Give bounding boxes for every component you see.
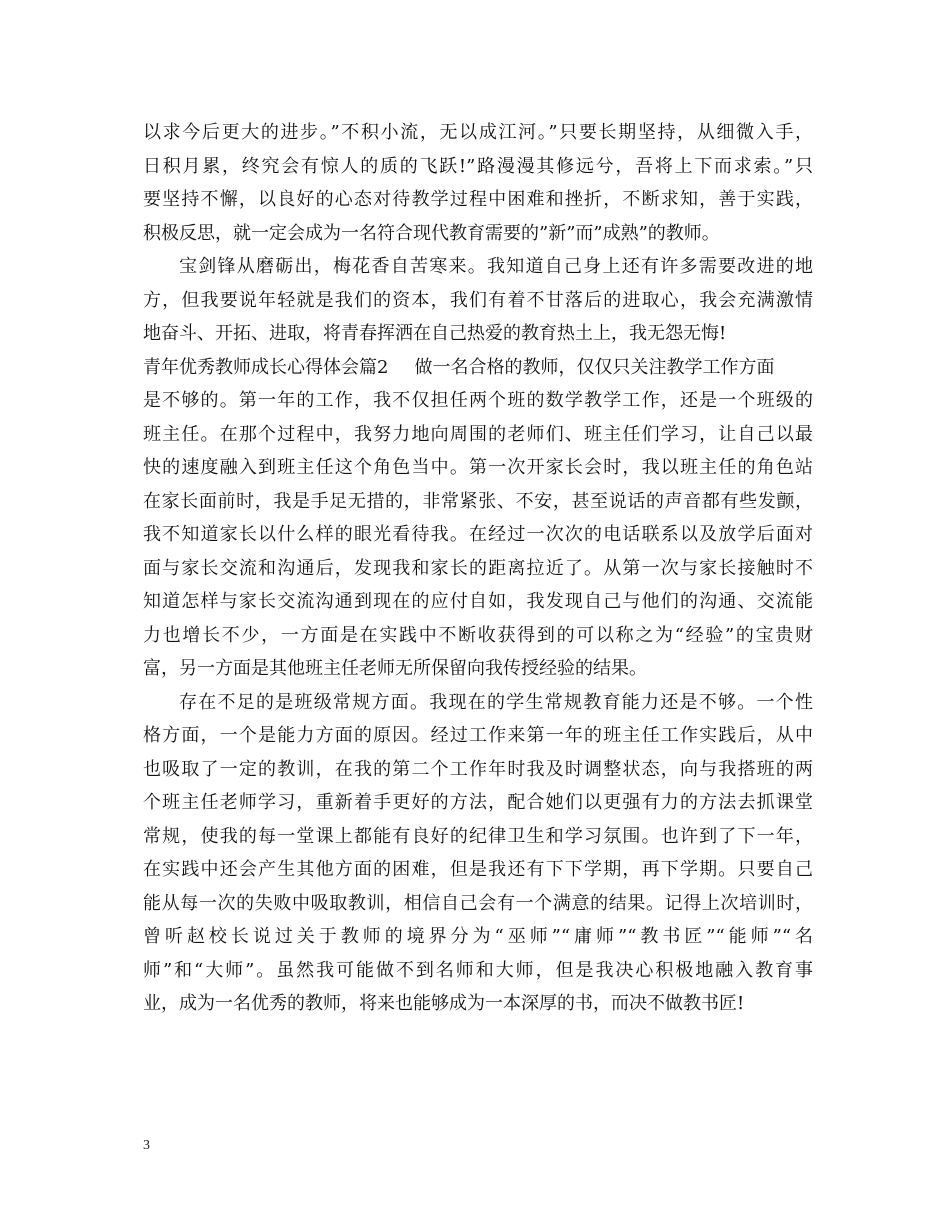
text-line: 以求今后更大的进步。”不积小流，无以成江河。”只要长期坚持，从细微入手， (143, 122, 813, 143)
paragraph-4 (143, 686, 813, 1021)
text-line: 业，成为一名优秀的教师，将来也能够成为一本深厚的书，而决不做教书匠! (143, 993, 745, 1014)
text-line: 是不够的。第一年的工作，我不仅担任两个班的数学教学工作，还是一个班级的 (143, 390, 813, 411)
text-line: 宝剑锋从磨砺出，梅花香自苦寒来。我知道自己身上还有许多需要改进的地 (179, 256, 813, 277)
text-line: 积极反思，就一定会成为一名符合现代教育需要的”新”而”成熟”的教师。 (143, 222, 720, 244)
text-line (143, 351, 813, 385)
paragraph-2 (143, 250, 813, 351)
text-line: 面与家长交流和沟通后，发现我和家长的距离拉近了。从第一次与家长接触时不 (143, 557, 813, 579)
text-line: 师”和“大师”。虽然我可能做不到名师和大师，但是我决心积极地融入教育事 (143, 959, 813, 981)
text-line: 存在不足的是班级常规方面。我现在的学生常规教育能力还是不够。一个性 (179, 691, 813, 713)
paragraph-3 (143, 351, 813, 686)
text-line: 能从每一次的失败中吸取教训，相信自己会有一个满意的结果。记得上次培训时， (143, 892, 813, 914)
section-heading: 青年优秀教师成长心得体会篇2 (143, 356, 389, 378)
text-line: 地奋斗、开拓、进取，将青春挥洒在自己热爱的教育热土上，我无怨无悔! (143, 323, 727, 344)
text-line: 班主任。在那个过程中，我努力地向周围的老师们、班主任们学习，让自己以最 (143, 423, 813, 445)
page-number: 3 (143, 1138, 150, 1153)
text-line: 快的速度融入到班主任这个角色当中。第一次开家长会时，我以班主任的角色站 (143, 457, 813, 478)
text-line: 要坚持不懈，以良好的心态对待教学过程中困难和挫折，不断求知，善于实践， (143, 189, 813, 210)
text-line: 富，另一方面是其他班主任老师无所保留向我传授经验的结果。 (143, 658, 647, 679)
text-line: 日积月累，终究会有惊人的质的飞跃!”路漫漫其修远兮，吾将上下而求索。”只 (143, 155, 813, 177)
text-line: 也吸取了一定的教训，在我的第二个工作年时我及时调整状态，向与我搭班的两 (143, 758, 813, 780)
text-line: 力也增长不少，一方面是在实践中不断收获得到的可以称之为“经验”的宝贵财 (143, 624, 813, 646)
text-line: 在家长面前时，我是手足无措的，非常紧张、不安，甚至说话的声音都有些发颤， (143, 490, 813, 512)
text-line: 方，但我要说年轻就是我们的资本，我们有着不甘落后的进取心，我会充满激情 (143, 289, 813, 311)
paragraph-1 (143, 116, 813, 250)
text-line: 知道怎样与家长交流沟通到现在的应付自如，我发现自己与他们的沟通、交流能 (143, 591, 813, 612)
text-line: 个班主任老师学习，重新着手更好的方法，配合她们以更强有力的方法去抓课堂 (143, 792, 813, 813)
document-body (143, 116, 813, 1021)
text-line: 我不知道家长以什么样的眼光看待我。在经过一次次的电话联系以及放学后面对 (143, 524, 813, 545)
text-line: 曾听赵校长说过关于教师的境界分为“巫师”“庸师”“教书匠”“能师”“名 (143, 926, 813, 947)
text-line: 常规，使我的每一堂课上都能有良好的纪律卫生和学习氛围。也许到了下一年， (143, 825, 813, 847)
text-line: 在实践中还会产生其他方面的困难，但是我还有下下学期，再下学期。只要自己 (143, 859, 813, 880)
text-line: 格方面，一个是能力方面的原因。经过工作来第一年的班主任工作实践后，从中 (143, 725, 813, 746)
text-line-part: 做一名合格的教师，仅仅只关注教学工作方面 (414, 356, 775, 378)
